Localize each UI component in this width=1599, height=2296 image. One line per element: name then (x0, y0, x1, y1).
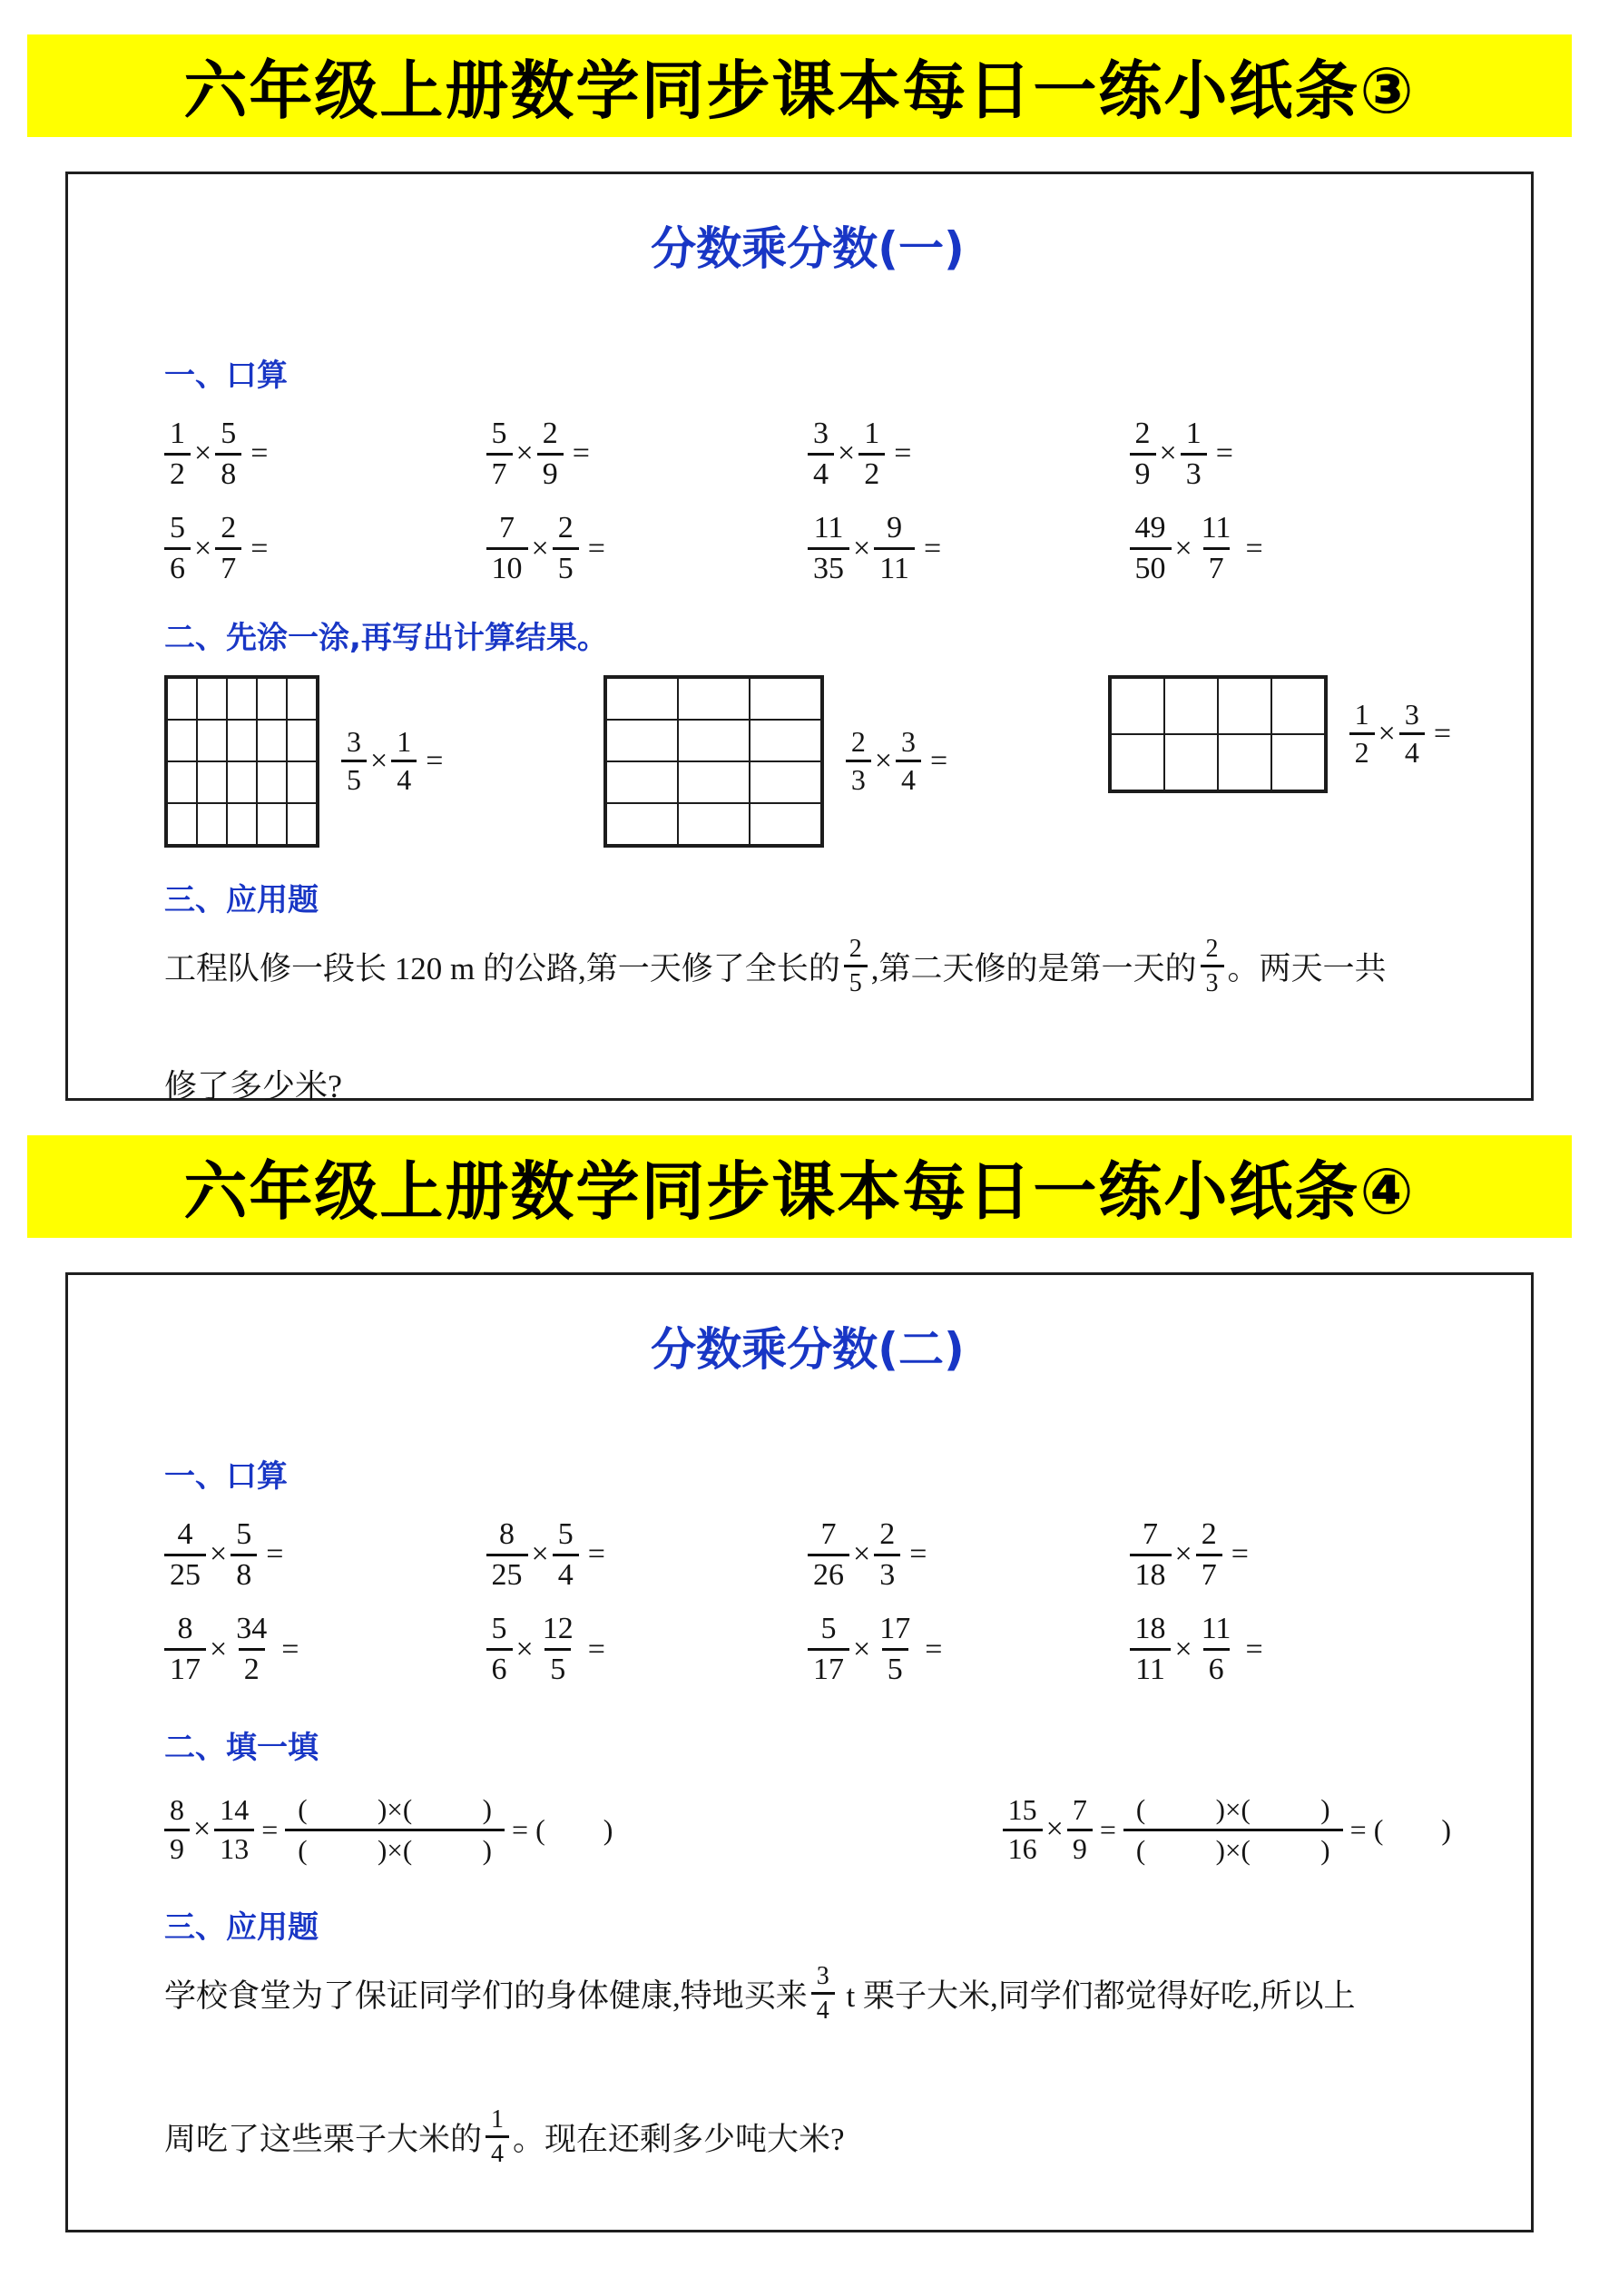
problem-text: 工程队修一段长 120 m 的公路,第一天修了全长的 (164, 950, 840, 986)
fraction-numerator: 3 (1404, 697, 1419, 731)
fraction-denominator: 10 (486, 547, 528, 585)
equals-sign: = (426, 743, 444, 778)
fraction-denominator: 13 (214, 1829, 254, 1865)
fill-blank-denominator: ( )×( ) (1123, 1829, 1343, 1866)
fraction (1201, 936, 1224, 997)
fraction-numerator: 7 (1143, 1517, 1158, 1551)
fraction (537, 417, 564, 490)
oral-problem (486, 417, 809, 490)
fraction (215, 417, 241, 490)
fraction-numerator: 1 (864, 417, 880, 450)
equals-sign: = (1349, 1812, 1367, 1846)
fraction-numerator: 8 (170, 1793, 184, 1827)
fraction (486, 1613, 513, 1685)
grid-cell (167, 678, 197, 720)
oral-problem (164, 1613, 486, 1685)
multiply-sign: × (194, 437, 212, 471)
fraction-denominator: 9 (537, 453, 564, 491)
word-problem-line-1 (164, 1963, 1451, 2025)
grid-cell (1271, 678, 1325, 734)
fraction-denominator: 8 (231, 1554, 257, 1592)
fraction-numerator: 14 (220, 1793, 250, 1827)
fraction-denominator: 25 (486, 1554, 528, 1592)
fill-blank-fraction (1123, 1794, 1343, 1866)
fraction-numerator: 1 (1185, 417, 1202, 450)
section-heading-word: 三、应用题 (164, 881, 319, 918)
fraction-denominator: 2 (239, 1648, 265, 1686)
grid-cell (750, 761, 821, 803)
grid-cell (1218, 734, 1271, 790)
worksheet-page (0, 34, 1599, 2296)
fraction (874, 512, 915, 584)
fraction (1130, 1613, 1172, 1685)
grid-expression (1349, 697, 1451, 770)
grid-cell (1111, 678, 1164, 734)
fraction-numerator: 2 (1205, 934, 1219, 963)
fraction-numerator: 2 (849, 934, 862, 963)
multiply-sign: × (515, 437, 534, 471)
grid-cell (257, 678, 287, 720)
word-problem-line-2 (164, 2106, 1451, 2168)
oral-problem (164, 512, 486, 584)
fraction-denominator: 7 (1203, 547, 1230, 585)
fraction-denominator: 5 (553, 547, 579, 585)
grid-cell (750, 678, 821, 720)
fraction-numerator: 34 (236, 1612, 268, 1646)
section-heading-oral: 一、口算 (164, 358, 288, 394)
fraction (341, 724, 367, 797)
oral-problem (164, 1518, 486, 1591)
fraction-denominator: 4 (553, 1554, 579, 1592)
fraction-denominator: 7 (486, 453, 513, 491)
fraction-numerator: 11 (1201, 1612, 1231, 1646)
fraction-denominator: 4 (896, 760, 921, 796)
fraction (486, 2106, 509, 2168)
fraction (164, 417, 191, 490)
fraction-numerator: 3 (347, 724, 361, 758)
grid-cell (227, 761, 257, 803)
fraction-denominator: 8 (215, 453, 241, 491)
grid-cell (750, 720, 821, 761)
oral-problem (164, 417, 486, 490)
fraction-numerator: 5 (170, 511, 185, 545)
fraction-denominator: 2 (1349, 732, 1375, 769)
section-heading-draw: 二、先涂一涂,再写出计算结果。 (164, 619, 608, 656)
fraction-numerator: 1 (1354, 697, 1369, 731)
grid-cell (606, 803, 678, 845)
grid-cell (197, 803, 227, 845)
oral-problem-grid (164, 417, 1451, 585)
multiply-sign: × (1174, 1632, 1192, 1666)
fraction-numerator: 2 (1134, 417, 1151, 450)
paint-grid-4x2 (1108, 675, 1328, 793)
equals-sign: = (250, 531, 269, 565)
fraction-numerator: 4 (177, 1517, 193, 1551)
fraction (1196, 1518, 1222, 1591)
fraction-numerator: 15 (1007, 1793, 1037, 1827)
problem-text: 学校食堂为了保证同学们的身体健康,特地买来 (164, 1977, 808, 2014)
oral-problem (1130, 1613, 1452, 1685)
equals-sign: = (250, 437, 269, 471)
fraction (874, 1518, 900, 1591)
grid-cell (257, 761, 287, 803)
multiply-sign: × (531, 1537, 549, 1572)
fraction-denominator: 4 (811, 1992, 835, 2024)
problem-text: 周吃了这些栗子大米的 (164, 2121, 483, 2157)
equals-sign: = (587, 1632, 605, 1666)
grid-cell (227, 720, 257, 761)
fraction (537, 1613, 579, 1685)
fraction (1130, 1518, 1172, 1591)
equals-sign: = (587, 531, 605, 565)
grid-cell (606, 720, 678, 761)
fraction-denominator: 16 (1003, 1829, 1043, 1865)
fraction (1130, 417, 1156, 490)
section-heading-word: 三、应用题 (164, 1908, 319, 1946)
fill-problems-row (164, 1794, 1451, 1866)
fraction (486, 512, 528, 584)
fraction (231, 1613, 272, 1685)
fraction-numerator: 1 (491, 2105, 505, 2134)
oral-problem (1130, 512, 1452, 584)
fraction (164, 1613, 206, 1685)
fraction-numerator: 2 (542, 417, 558, 450)
grid-problem (603, 675, 947, 848)
grid-cell (678, 720, 750, 761)
fraction (164, 1518, 206, 1591)
grid-cell (678, 761, 750, 803)
fraction (164, 1795, 190, 1864)
grid-problem (1108, 675, 1451, 793)
worksheet-title: 分数乘分数(二) (651, 1323, 965, 1376)
oral-problem (808, 1613, 1130, 1685)
fraction (1196, 1613, 1237, 1685)
fraction-numerator: 7 (1072, 1793, 1087, 1827)
fraction-denominator: 4 (486, 2135, 509, 2167)
grid-cell (606, 761, 678, 803)
equals-sign: = (1245, 1632, 1263, 1666)
multiply-sign: × (210, 1632, 228, 1666)
fraction-denominator: 2 (164, 453, 191, 491)
fraction-denominator: 3 (1181, 453, 1207, 491)
banner-title: 六年级上册数学同步课本每日一练小纸条④ (183, 1154, 1416, 1229)
multiply-sign: × (193, 1812, 211, 1847)
fraction-numerator: 1 (397, 724, 412, 758)
banner-strip-3 (27, 34, 1572, 137)
fraction-numerator: 8 (177, 1612, 193, 1646)
equals-sign: = (587, 1537, 605, 1572)
equals-sign: = (930, 743, 948, 778)
grid-cell (197, 678, 227, 720)
grid-expression (341, 724, 444, 797)
problem-text: 。两天一共 (1227, 950, 1387, 986)
equals-sign: = (1231, 1537, 1249, 1572)
fraction-numerator: 2 (1201, 1517, 1217, 1551)
paint-grid-3x4 (603, 675, 824, 848)
fraction-numerator: 11 (813, 511, 844, 545)
fraction-denominator: 9 (1130, 453, 1156, 491)
fraction (1181, 417, 1207, 490)
grid-cell (678, 678, 750, 720)
fraction (858, 417, 885, 490)
fraction (808, 1518, 849, 1591)
fraction (1196, 512, 1237, 584)
fraction-denominator: 9 (1067, 1829, 1093, 1865)
grid-cell (197, 720, 227, 761)
fraction-denominator: 35 (808, 547, 849, 585)
fraction-numerator: 5 (557, 1517, 574, 1551)
equals-sign: = (1245, 531, 1263, 565)
fraction-denominator: 9 (164, 1829, 190, 1865)
fraction-denominator: 17 (164, 1648, 206, 1686)
fraction (874, 1613, 916, 1685)
multiply-sign: × (853, 531, 871, 565)
grid-cell (257, 803, 287, 845)
fraction-numerator: 12 (542, 1612, 574, 1646)
fraction-denominator: 2 (858, 453, 885, 491)
multiply-sign: × (838, 437, 856, 471)
fraction-denominator: 6 (164, 547, 191, 585)
equals-sign: = (266, 1537, 284, 1572)
equals-sign: = (1099, 1812, 1116, 1846)
fraction (164, 512, 191, 584)
fraction-denominator: 7 (215, 547, 241, 585)
fraction-numerator: 17 (879, 1612, 911, 1646)
equals-sign: = (1215, 437, 1233, 471)
answer-blank: ( ) (1373, 1812, 1451, 1846)
grid-cell (1271, 734, 1325, 790)
equals-sign: = (281, 1632, 299, 1666)
fraction-denominator: 3 (874, 1554, 900, 1592)
fraction-numerator: 5 (820, 1612, 837, 1646)
multiply-sign: × (1174, 1537, 1192, 1572)
fraction-denominator: 17 (808, 1648, 849, 1686)
fraction-denominator: 26 (808, 1554, 849, 1592)
oral-problem-grid (164, 1518, 1451, 1686)
fraction-numerator: 5 (491, 1612, 507, 1646)
fill-blank-numerator: ( )×( ) (1135, 1792, 1330, 1825)
multiply-sign: × (1174, 531, 1192, 565)
multiply-sign: × (531, 531, 549, 565)
fraction-numerator: 9 (887, 511, 903, 545)
fraction (808, 417, 834, 490)
fill-blank-fraction (285, 1794, 505, 1866)
grid-expression (846, 724, 948, 797)
fraction-numerator: 2 (557, 511, 574, 545)
fraction-denominator: 5 (882, 1648, 908, 1686)
fraction-numerator: 5 (236, 1517, 252, 1551)
fraction (1067, 1795, 1093, 1864)
fraction (231, 1518, 257, 1591)
fraction-denominator: 7 (1196, 1554, 1222, 1592)
grid-cell (287, 720, 317, 761)
multiply-sign: × (853, 1632, 871, 1666)
oral-problem (808, 512, 1130, 584)
grid-cell (678, 803, 750, 845)
multiply-sign: × (210, 1537, 228, 1572)
oral-problem (486, 512, 809, 584)
worksheet-2 (65, 1272, 1534, 2232)
multiply-sign: × (1378, 716, 1396, 751)
fraction (1349, 697, 1375, 770)
multiply-sign: × (874, 743, 892, 778)
fraction-numerator: 3 (901, 724, 916, 758)
grid-cell (167, 803, 197, 845)
fraction-denominator: 5 (844, 965, 868, 996)
grid-cell (167, 720, 197, 761)
fraction (808, 1613, 849, 1685)
equals-sign: = (261, 1812, 279, 1846)
grid-cell (1111, 734, 1164, 790)
fraction-denominator: 4 (391, 760, 417, 796)
section-heading-fill: 二、填一填 (164, 1729, 319, 1766)
fraction-denominator: 50 (1130, 547, 1172, 585)
grid-cell (257, 720, 287, 761)
fraction-numerator: 8 (499, 1517, 515, 1551)
grid-cell (1218, 678, 1271, 734)
fill-blank-denominator: ( )×( ) (285, 1829, 505, 1866)
oral-problem (808, 1518, 1130, 1591)
multiply-sign: × (1159, 437, 1177, 471)
grid-cell (750, 803, 821, 845)
fraction (214, 1795, 254, 1864)
fraction-numerator: 2 (221, 511, 237, 545)
grid-cell (606, 678, 678, 720)
fraction-denominator: 4 (808, 453, 834, 491)
fraction-denominator: 6 (1203, 1648, 1230, 1686)
multiply-sign: × (1045, 1812, 1064, 1847)
equals-sign: = (1433, 716, 1451, 751)
oral-problem (1130, 417, 1452, 490)
fraction-numerator: 49 (1134, 511, 1166, 545)
paint-grid-5x4 (164, 675, 319, 848)
fraction-numerator: 18 (1134, 1612, 1166, 1646)
equals-sign: = (923, 531, 942, 565)
fill-blank-numerator: ( )×( ) (298, 1792, 493, 1825)
fraction-numerator: 7 (499, 511, 515, 545)
fraction (808, 512, 849, 584)
fraction-numerator: 3 (813, 417, 829, 450)
grid-cell (167, 761, 197, 803)
word-problem-line-1 (164, 936, 1451, 997)
grid-cell (1164, 734, 1218, 790)
fraction (553, 1518, 579, 1591)
fraction-numerator: 11 (1201, 511, 1231, 545)
problem-text: 修了多少米? (164, 1067, 342, 1104)
answer-blank: ( ) (535, 1812, 613, 1846)
fill-problem (1003, 1794, 1451, 1866)
equals-sign: = (512, 1812, 529, 1846)
fraction-denominator: 11 (1130, 1648, 1171, 1686)
fraction-numerator: 3 (816, 1961, 829, 1990)
grid-cell (227, 678, 257, 720)
fraction-denominator: 11 (874, 547, 915, 585)
fraction (1003, 1795, 1043, 1864)
fraction (1399, 697, 1425, 770)
oral-problem (1130, 1518, 1452, 1591)
grid-problem (164, 675, 443, 848)
grid-cell (287, 678, 317, 720)
fraction-numerator: 7 (820, 1517, 837, 1551)
grid-cell (1164, 678, 1218, 734)
fraction-denominator: 25 (164, 1554, 206, 1592)
fraction-denominator: 4 (1399, 732, 1425, 769)
fraction-denominator: 6 (486, 1648, 513, 1686)
grid-cell (287, 761, 317, 803)
problem-text: 。现在还剩多少吨大米? (513, 2121, 845, 2157)
fraction-numerator: 5 (221, 417, 237, 450)
fraction (844, 936, 868, 997)
fraction-numerator: 2 (850, 724, 866, 758)
fraction-denominator: 5 (544, 1648, 571, 1686)
fraction (553, 512, 579, 584)
equals-sign: = (572, 437, 590, 471)
fraction (811, 1963, 835, 2025)
multiply-sign: × (194, 531, 212, 565)
fraction-denominator: 5 (341, 760, 367, 796)
grid-cell (227, 803, 257, 845)
worksheet-title: 分数乘分数(一) (651, 222, 965, 275)
multiply-sign: × (515, 1632, 534, 1666)
fraction-numerator: 2 (879, 1517, 896, 1551)
fraction (846, 724, 871, 797)
paint-grids-row (164, 675, 1451, 848)
oral-problem (486, 1518, 809, 1591)
fraction (215, 512, 241, 584)
banner-strip-4 (27, 1135, 1572, 1238)
grid-cell (197, 761, 227, 803)
grid-cell (287, 803, 317, 845)
oral-problem (808, 417, 1130, 490)
multiply-sign: × (370, 743, 388, 778)
fraction (486, 1518, 528, 1591)
word-problem-line-2 (164, 1061, 1451, 1107)
fill-problem (164, 1794, 613, 1866)
fraction-numerator: 5 (491, 417, 507, 450)
fraction (486, 417, 513, 490)
fraction-denominator: 3 (1201, 965, 1224, 996)
fraction-denominator: 18 (1130, 1554, 1172, 1592)
problem-text: t 栗子大米,同学们都觉得好吃,所以上 (838, 1977, 1356, 2014)
equals-sign: = (925, 1632, 943, 1666)
section-heading-oral: 一、口算 (164, 1458, 288, 1495)
fraction (896, 724, 921, 797)
worksheet-1 (65, 172, 1534, 1104)
equals-sign: = (909, 1537, 927, 1572)
fraction-numerator: 1 (170, 417, 185, 450)
fraction (1130, 512, 1172, 584)
banner-title: 六年级上册数学同步课本每日一练小纸条③ (183, 54, 1416, 128)
oral-problem (486, 1613, 809, 1685)
multiply-sign: × (853, 1537, 871, 1572)
fraction (391, 724, 417, 797)
problem-text: ,第二天修的是第一天的 (870, 950, 1197, 986)
equals-sign: = (894, 437, 912, 471)
fraction-denominator: 3 (846, 760, 871, 796)
